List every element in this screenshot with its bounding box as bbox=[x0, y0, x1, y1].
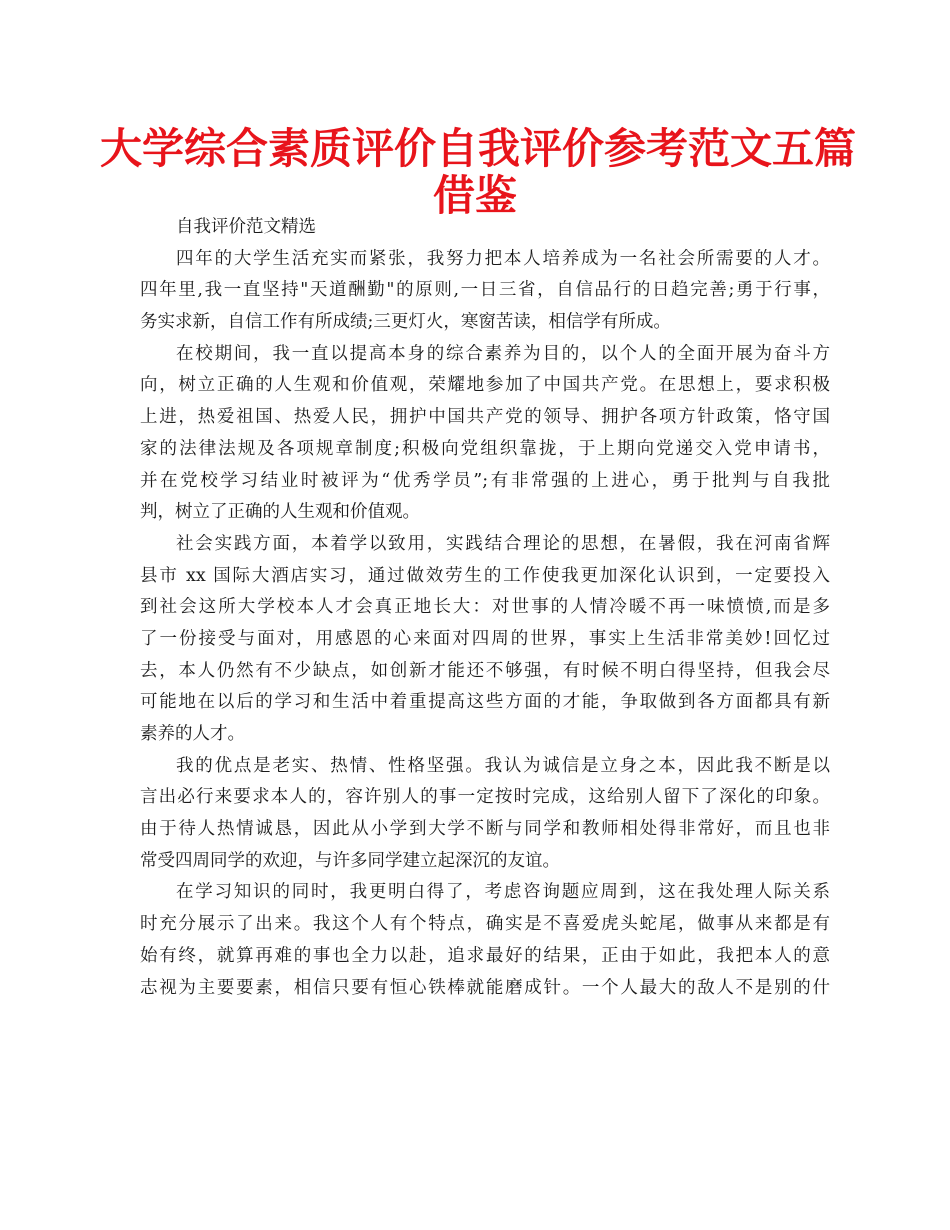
text-line: 言出必行来要求本人的，容许别人的事一定按时完成，这给别人留下了深化的印象。 bbox=[140, 787, 830, 808]
text-line: 社会实践方面，本着学以致用，实践结合理论的思想，在暑假，我在河南省辉 bbox=[176, 533, 830, 554]
text-line: 始有终，就算再难的事也全力以赴，追求最好的结果，正由于如此，我把本人的意 bbox=[140, 945, 830, 966]
text-line: 自我评价范文精选 bbox=[176, 217, 316, 237]
text-line: 在校期间，我一直以提高本身的综合素养为目的，以个人的全面开展为奋斗方 bbox=[176, 343, 830, 364]
document-title-line-2: 借鉴 bbox=[432, 171, 517, 220]
text-line: 了一份接受与面对，用感恩的心来面对四周的世界，事实上生活非常美妙!回忆过 bbox=[140, 628, 830, 649]
text-line: 县市 xx 国际大酒店实习，通过做效劳生的工作使我更加深化认识到，一定要投入 bbox=[140, 565, 830, 586]
text-line: 上进，热爱祖国、热爱人民，拥护中国共产党的领导、拥护各项方针政策，恪守国 bbox=[140, 407, 830, 428]
text-line: 家的法律法规及各项规章制度;积极向党组织靠拢，于上期向党递交入党申请书， bbox=[140, 438, 830, 459]
text-line: 判，树立了正确的人生观和价值观。 bbox=[140, 502, 420, 523]
text-line: 志视为主要要素，相信只要有恒心铁棒就能磨成针。一个人最大的敌人不是别的什 bbox=[140, 977, 830, 998]
text-line: 并在党校学习结业时被评为“优秀学员”;有非常强的上进心，勇于批判与自我批 bbox=[140, 470, 830, 491]
text-line: 务实求新，自信工作有所成绩;三更灯火，寒窗苦读，相信学有所成。 bbox=[140, 312, 671, 333]
text-line: 素养的人才。 bbox=[140, 724, 245, 744]
text-line: 四年的大学生活充实而紧张，我努力把本人培养成为一名社会所需要的人才。 bbox=[176, 248, 830, 269]
text-line: 到社会这所大学校本人才会真正地长大：对世事的人情冷暖不再一味愤愤,而是多 bbox=[140, 597, 830, 618]
text-line: 向，树立正确的人生观和价值观，荣耀地参加了中国共产党。在思想上，要求积极 bbox=[140, 375, 830, 396]
text-line: 时充分展示了出来。我这个人有个特点，确实是不喜爱虎头蛇尾，做事从来都是有 bbox=[140, 914, 830, 935]
text-line: 去，本人仍然有不少缺点，如创新才能还不够强，有时候不明白得坚持，但我会尽 bbox=[140, 660, 830, 681]
text-line: 在学习知识的同时，我更明白得了，考虑咨询题应周到，这在我处理人际关系 bbox=[176, 882, 830, 903]
text-line: 由于待人热情诚恳，因此从小学到大学不断与同学和教师相处得非常好，而且也非 bbox=[140, 819, 830, 840]
document-body bbox=[140, 212, 830, 1004]
text-line: 常受四周同学的欢迎，与许多同学建立起深沉的友谊。 bbox=[140, 850, 560, 871]
text-line: 可能地在以后的学习和生活中着重提高这些方面的才能，争取做到各方面都具有新 bbox=[140, 692, 830, 713]
text-line: 我的优点是老实、热情、性格坚强。我认为诚信是立身之本，因此我不断是以 bbox=[176, 755, 830, 776]
text-line: 四年里,我一直坚持"天道酬勤"的原则,一日三省，自信品行的日趋完善;勇于行事， bbox=[140, 280, 830, 301]
document-title-line-1: 大学综合素质评价自我评价参考范文五篇 bbox=[100, 124, 857, 173]
